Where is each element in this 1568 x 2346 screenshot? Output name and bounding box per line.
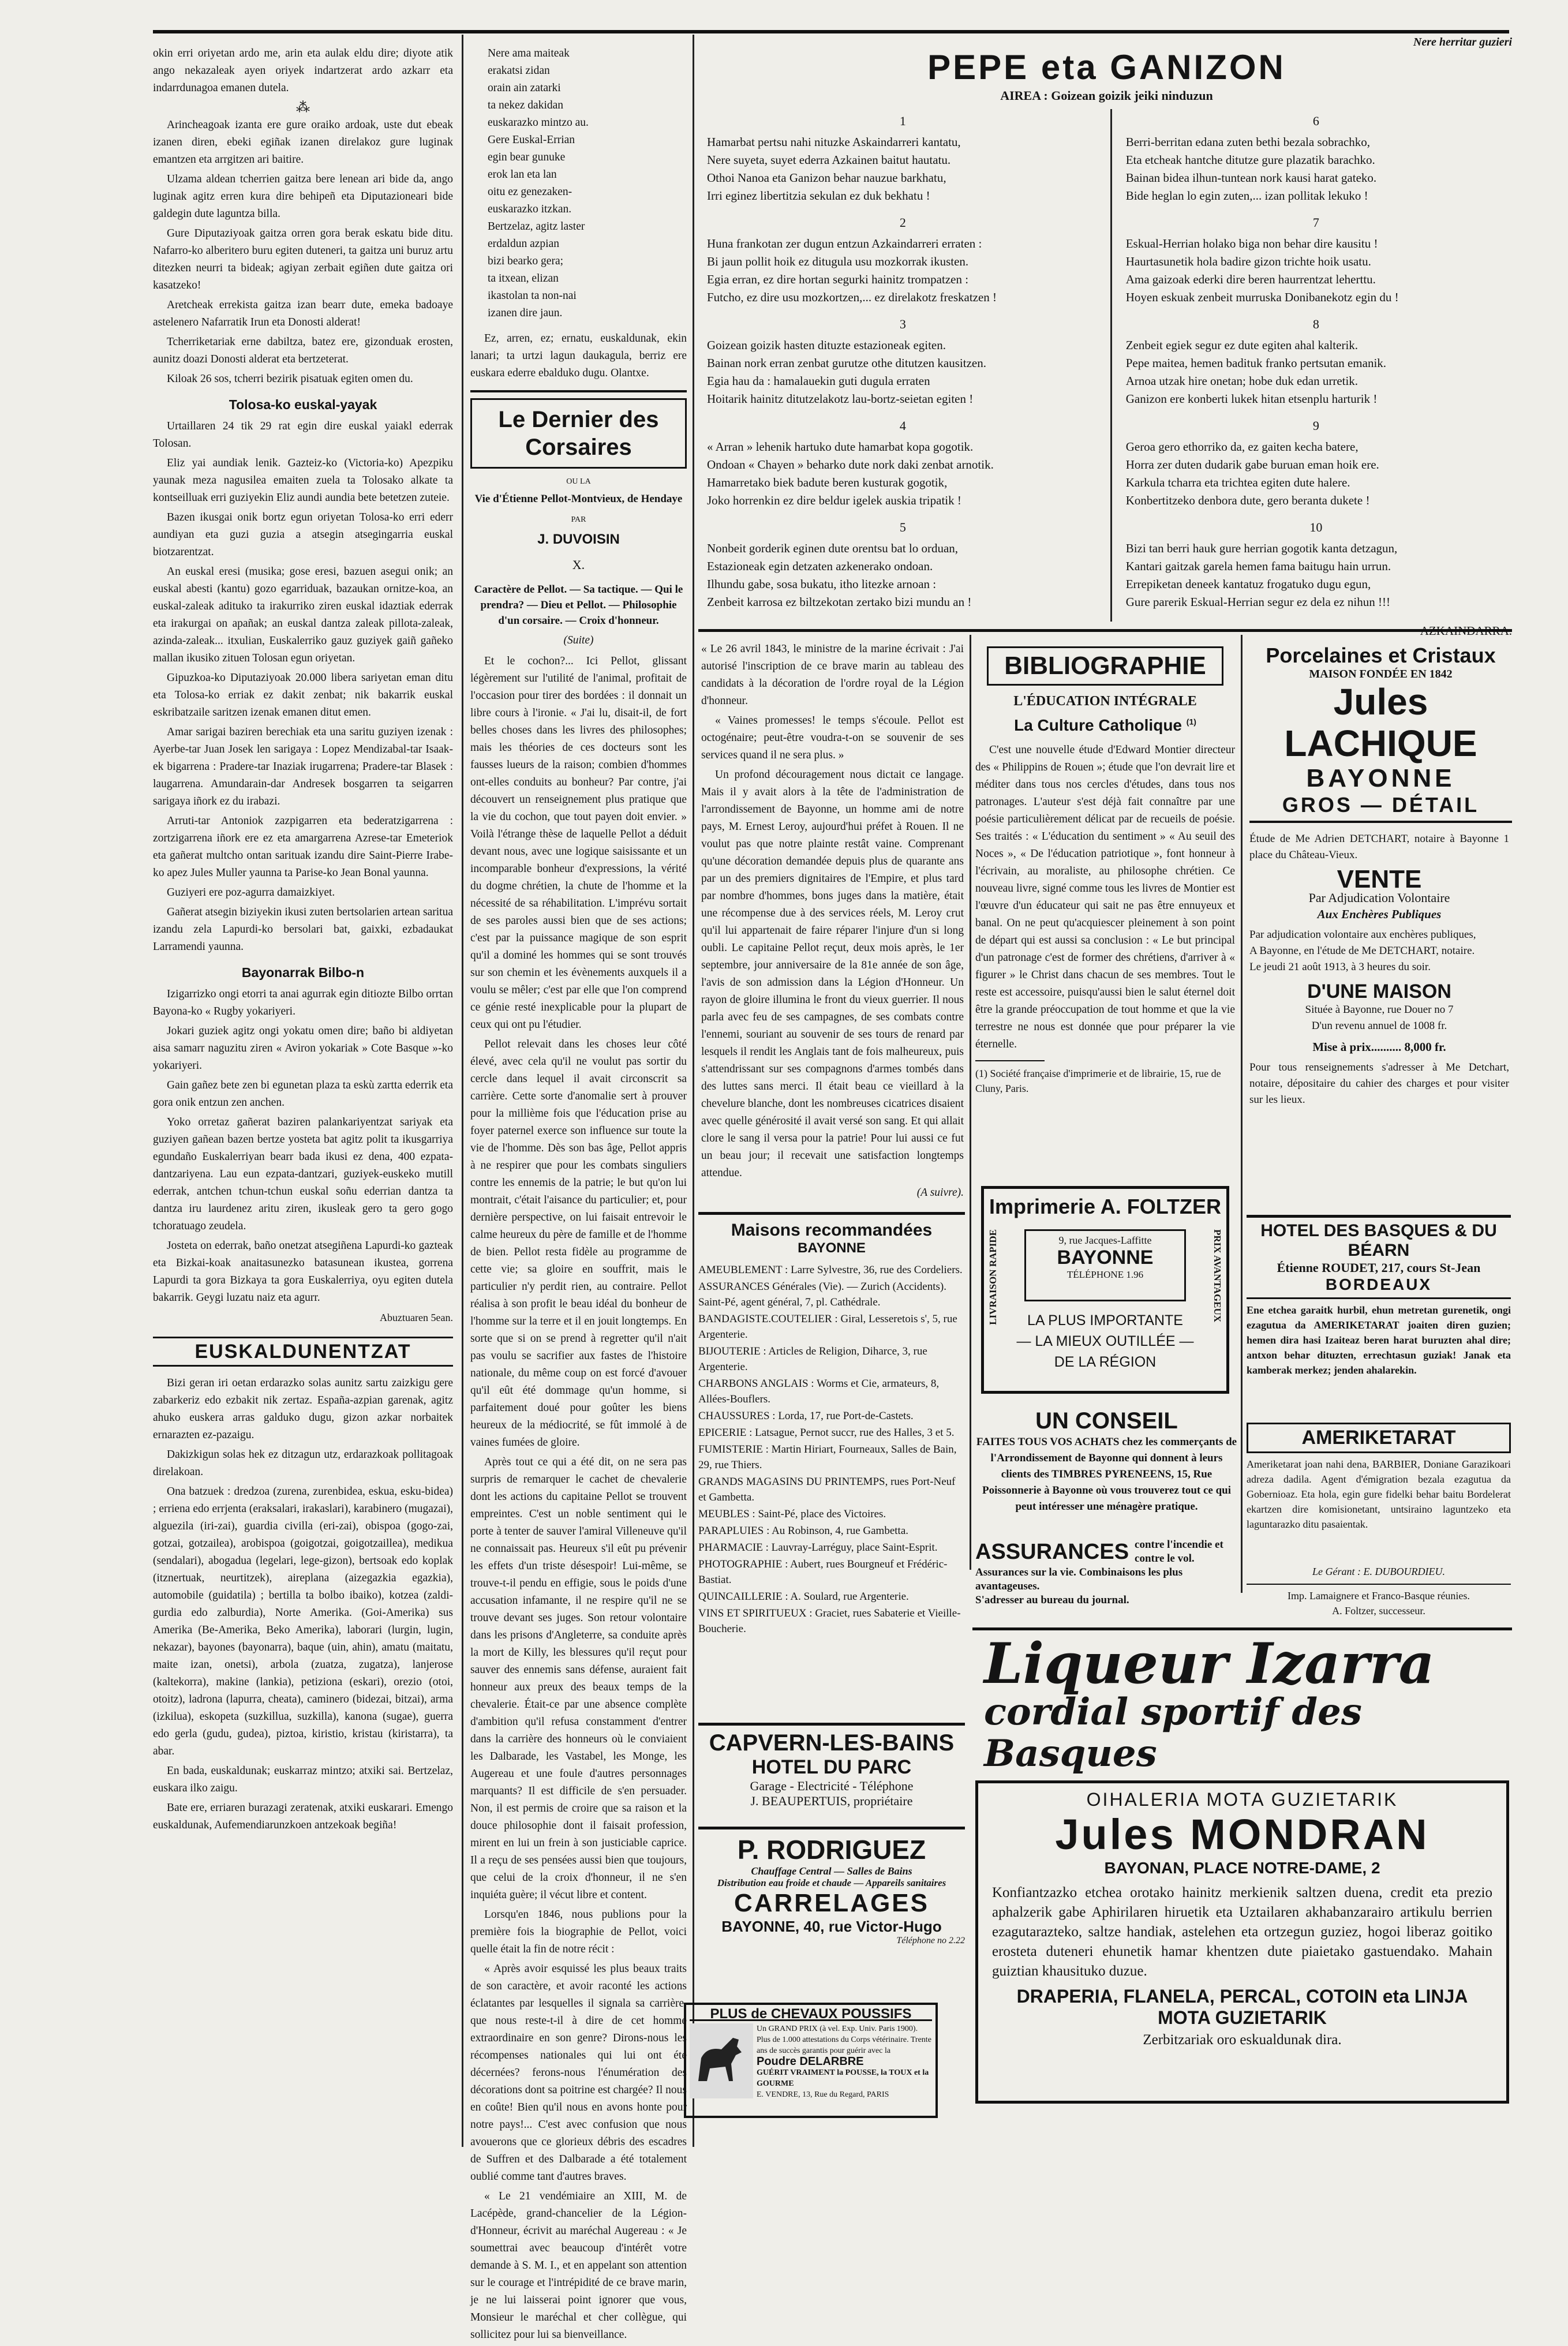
stanza-number: 5	[899, 520, 906, 534]
list-item: CHAUSSURES : Lorda, 17, rue Port-de-Castets.	[698, 1410, 914, 1422]
serial-column	[470, 45, 687, 2346]
mondran-footer: Zerbitzariak oro eskualdunak dira.	[1143, 2032, 1342, 2048]
izarra-ad	[972, 1627, 1512, 1775]
list-item: EPICERIE : Latsague, Pernot succr, rue des Halles, 3 et 5.	[698, 1427, 955, 1439]
stanza-text: Bizi tan berri hauk gure herrian gogotik kanta detzagun, Kantari gaitzak garela hemen fama baitugu hain urrun. Errepiketan deneek kantatuz frogatuko dugu egun, Gure parerik Eskual-Herrian segur ez dela ez nihun !!!	[1125, 541, 1398, 609]
amerika-ad	[1247, 1423, 1511, 1532]
stanza-grid	[701, 109, 1512, 622]
paragraph: Ulzama aldean tcherrien gaitza bere lenean ari bide da, ango luginak agitz erren kura dire behipeñ eta Diputazioneari bide galdegin dute laguntza billa.	[153, 173, 453, 220]
paragraph: Gure Diputaziyoak gaitza orren gora berak eskatu bide ditu. Nafarro-ko alberitero buru egiten duteneri, ta gaitza uni buruz artu ditezken neurri ta bideak; agiyan zerbait egiñen dute gaitza ori kasatzeko!	[153, 227, 453, 291]
rodriguez-addr: BAYONNE, 40, rue Victor-Hugo	[721, 1918, 942, 1935]
rodriguez-sub2: Distribution eau froide et chaude — Appareils sanitaires	[717, 1877, 946, 1888]
list-item: PHOTOGRAPHIE : Aubert, rues Bourgneuf et Frédéric-Bastiat.	[698, 1558, 948, 1586]
list-item: FUMISTERIE : Martin Hiriart, Fourneaux, Salles de Bain, 29, rue Thiers.	[698, 1443, 957, 1471]
serial-chapter: X.	[572, 557, 585, 572]
foltzer-line2: — LA MIEUX OUTILLÉE —	[1016, 1333, 1194, 1349]
stanza-number: 9	[1312, 418, 1319, 433]
stanza-text: Hamarbat pertsu nahi nituzke Askaindarreri kantatu, Nere suyeta, suyet ederra Azkainen baitut hautatu. Othoi Nanoa eta Ganizon behar nauzue barkhatu, Irri eginez libertitzia sekulan ez duk bekhatu !	[707, 135, 961, 203]
paragraph: Guziyeri ere poz-agurra damaizkiyet.	[167, 886, 335, 899]
top-rule	[153, 30, 1509, 33]
chevaux-ad	[684, 2003, 938, 2118]
list-item: PARAPLUIES : Au Robinson, 4, rue Gambetta.	[698, 1525, 908, 1537]
gerant: Le Gérant : E. DUBOURDIEU.	[1312, 1566, 1445, 1577]
lachique-name: Jules LACHIQUE	[1284, 681, 1477, 764]
amerika-title: AMERIKETARAT	[1247, 1423, 1511, 1453]
left-column	[153, 45, 453, 1836]
paragraph: Josteta on ederrak, baño onetzat atsegiñena Lapurdi-ko gazteak eta Bizkai-koak anaitasunezko batasunean ikustea, gorrena Lapurdi ta gora Bizkaya ta gora Euskalerriya, oyu egiten dutela bakarrik. Geygi luzatu naiz eta agurr.	[153, 1240, 453, 1304]
maisons-city: BAYONNE	[798, 1240, 866, 1256]
paragraph: Après tout ce qui a été dit, on ne sera pas surpris de remarquer le cachet de chevalerie dont les actions du capitaine Pellot se trouvent empreintes. C'est un noble sentiment qui le porte à tenter de sauver l'amiral Villeneuve qu'il ne connaissait pas. Heureux s'il eût pu prévenir les effets d'un triste désespoir! Lui-même, se trouve-t-il pendu en effigie, sous le poids d'une accusation infamante, il ne respire qu'il ne se trouve devant ses juges. Son retour volontaire dans les prisons d'Angleterre, sa conduite après la mort de Killy, les blessures qu'il reçut pour sauver des ennemis sans défense, auraient fait honneur aux preux des beaux temps de la chevalerie. Était-ce par une absence complète d'ambition qu'il refusa constamment d'entrer dans la carrière des honneurs où le conviaient les Dalbarade, les Vastabel, les Monge, les Augereau et une foule d'autres personnages marquants? Il est difficile de s'en persuader. Non, il est permis de croire que sa raison et la douce philosophie dont il faisait profession, mirent en lui un frein à son justiciable caprice. Il a reçu de ses pensées aussi bien que toujours, que celui de la croix d'honneur, il ne s'en inquiéta guère; il vécut libre et content.	[470, 1456, 687, 1901]
poem-text: Nere ama maiteak erakatsi zidan orain ain zatarki ta nekez dakidan euskarazko mintzo au. Gere Euskal-Errian egin bear gunuke erok lan eta lan oitu ez genezaken- euskarazko itzkan. Bertzelaz, agitz laster erdaldun azpian bizi bearko gera; ta itxean, elizan ikastolan ta non-nai izanen dire jaun.	[488, 47, 589, 319]
mondran-name: Jules MONDRAN	[1055, 1810, 1429, 1858]
foltzer-title: Imprimerie A. FOLTZER	[989, 1195, 1222, 1218]
stanza-number: 8	[1312, 317, 1319, 331]
paragraph: Dakizkigun solas hek ez ditzagun utz, erdarazkoak pollitagoak direlakoan.	[153, 1449, 453, 1478]
list-item: VINS ET SPIRITUEUX : Graciet, rues Sabaterie et Vieille-Boucherie.	[698, 1607, 961, 1635]
column-divider	[970, 635, 971, 1570]
capvern-hotel: HOTEL DU PARC	[751, 1756, 912, 1778]
maison-title: D'UNE MAISON	[1307, 981, 1451, 1002]
paragraph: Yoko orretaz gañerat baziren palankariyentzat sariyak eta guziyen gañean bazen bertze yosteta bat agitz polit ta ikusgarriya egundaño Euskalerriyan bearr bada ikusi ez dena, 400 ezpata-dantzariyena. Lau eun ezpata-dantzari, guziyek-euskeko mutill ederrak, antchen tchun-tchun euskal soñu ederrian dantza ta dantza iru laurdenez aritu ziren, ikusleak gero ta gero gogo tchoratuago zeudela.	[153, 1116, 453, 1232]
paragraph: Kiloak 26 sos, tcherri bezirik pisatuak egiten omen du.	[167, 373, 413, 385]
paragraph: Bizi geran iri oetan erdarazko solas aunitz sartu zaizkigu gere zabarkeriz edo ezbakit nik zertaz. España-azpian garenak, agitz ahuko euskera arras galduko dugu, gizon azkar norbaitek ernarazten ez-pazaigu.	[153, 1377, 453, 1441]
mondran-products: DRAPERIA, FLANELA, PERCAL, COTOIN eta LINJA	[1016, 1986, 1468, 2007]
capvern-title: CAPVERN-LES-BAINS	[709, 1730, 955, 1756]
serial-author: J. DUVOISIN	[537, 532, 620, 547]
foltzer-tel: TÉLÉPHONE 1.96	[1066, 1269, 1144, 1280]
lachique-ad	[1249, 643, 1512, 823]
list-item: MEUBLES : Saint-Pé, place des Victoires.	[698, 1508, 886, 1520]
serial-ou: OU LA	[566, 477, 591, 486]
maisons-list	[698, 1262, 965, 1637]
column-divider	[1241, 635, 1243, 1593]
paragraph: Izigarrizko ongi etorri ta anai agurrak egin ditiozte Bilbo orrtan Bayona-ko « Rugby yokariyeri.	[153, 988, 453, 1017]
paragraph: Pellot relevait dans les choses leur côté élevé, avec cela qu'il ne voulut pas sortir du cercle dans lequel il avait circonscrit sa carrière. Cette sorte d'anomalie sert à prouver pour la millième fois que l'éducation prise au foyer paternel exerce son influence sur toute la vie de l'homme. Dès son bas âge, Pellot appris à ne respirer que pour les combats singuliers contre les ennemis de la patrie; le but qu'on lui montrait, c'était l'aisance du particulier; et, pour dernière perspective, on lui faisait entrevoir le calme heureux du père de famille et de l'homme de bien. Pellot resta fidèle au programme de cette vie; sa gloire en souffrit, mais le particulier n'y perdit rien, au contraire. Pellot réalisa à son profit le beau idéal du bonheur de l'homme sur la terre et il en jouit longtemps. En sorte que si on se prend à regretter qu'il n'ait pas voulu se sacrifier aux fastes de l'histoire nationale, du même coup on est forcé d'avouer qu'il eût été dommage qu'un homme, si parfaitement doué pour goûter les biens heureux de la médiocrité, se fût immolé à de vaines fumées de gloire.	[470, 1038, 687, 1449]
vente-par: Par Adjudication Volontaire	[1308, 890, 1450, 905]
footnote-ref: (1)	[1186, 717, 1196, 727]
paragraph: Eliz yai aundiak lenik. Gazteiz-ko (Victoria-ko) Apezpiku yaunak meza nagusilea emaiten zuela ta Tolosako alkate ta kontseilluak erri guziyekin Eliz aundi aundia bete betetzen zuteie.	[153, 457, 453, 504]
paragraph: « Le 26 avril 1843, le ministre de la marine écrivait : J'ai autorisé l'inscription de ce brave marin au tableau des candidats à la décoration de l'ordre royal de la Légion d'honneur.	[701, 643, 964, 707]
conseil-ad	[975, 1408, 1238, 1515]
paragraph: Un profond découragement nous dictait ce langage. Mais il y avait alors à la tête de l'administration de l'arrondissement de Bayonne, un homme ami de notre pays, M. Ernest Leroy, aujourd'hui préfet à Rouen. Il ne voulut pas que notre plainte restât vaine. Comprenant qu'une décoration demandée depuis plus de quarante ans par un des premiers dignitaires de l'Empire, et plus tard par nombre d'hommes, bons juges dans la matière, était une récompense due à des services réels, M. Leroy crut qu'il lui appartenait de faire réparer l'injure d'un si long oubli. Le capitaine Pellot reçut, deux mois après, le 1er septembre, jour anniversaire de la 81e année de son âge, l'avis de son admission dans la Légion d'Honneur. Un rayon de gloire illumina le front du vieux guerrier. Il nous parla avec feu de ses campagnes, de ses combats contre l'ennemi, souriant au souvenir de ses tours de renard par lesquels il rendit les Anglais tant de fois malheureux, puis s'attendrissant sur ses compagnons d'armes tombés dans des luttes sans merci. Il était beau ce vieillard à la chevelure blanche, dont les nombreuses cicatrices disaient avec quelle générosité il avait versé son sang. Et qui allait clore le sang il versa pour la patrie! Pour lui aussi ce fut un beau jour; il recevait une satisfaction longtemps attendue.	[701, 769, 964, 1179]
vente-encheres: Aux Enchères Publiques	[1317, 907, 1442, 921]
column-divider	[462, 35, 463, 2147]
paragraph: « Le 21 vendémiaire an XIII, M. de Lacépède, grand-chancelier de la Légion-d'Honneur, écrivit au maréchal Augereau : « Je soumettrai avec beaucoup d'intérêt votre demande à S. M. I., et en appelant son attention sur le courage et l'intrépidité de ce brave marin, je ne lui laisserai point ignorer que vous, Monsieur le maréchal et cher collègue, qui sollicitez pour lui sa bienveillance.	[470, 2190, 687, 2341]
paragraph: Jokari guziek agitz ongi yokatu omen dire; baño bi aldiyetan aisa samarr naguzitu ziren « Aviron yokariak » Cote Basque »-ko yokariyeri.	[153, 1025, 453, 1072]
stanza-number: 10	[1309, 520, 1323, 534]
serial-end: (A suivre).	[916, 1187, 964, 1199]
foltzer-city: BAYONNE	[1057, 1247, 1154, 1269]
capvern-line: Garage - Electricité - Téléphone	[750, 1779, 914, 1793]
section-mark: ⁂	[296, 100, 310, 115]
stanza-text: « Arran » lehenik hartuko dute hamarbat kopa gogotik. Ondoan « Chayen » beharko dute nork daki zenbat arnotik. Hamarretako biek badute beren kusturak gogotik, Joko horrenkin ez dire beldur igelek auskia tripatik !	[707, 440, 994, 507]
serial-suite: (Suite)	[563, 634, 594, 646]
foltzer-inner	[1024, 1229, 1186, 1301]
conseil-text: FAITES TOUS VOS ACHATS chez les commerçants de l'Arrondissement de Bayonne qui donnent à leurs clients des TIMBRES PYRENEENS, 15, Rue Poissonnerie à Bayonne où vous trouverez tout ce qui peut intéresser une ménagère pratique.	[976, 1436, 1237, 1513]
biblio-sub2: La Culture Catholique	[1014, 716, 1182, 734]
lachique-porcelaines: Porcelaines et Cristaux	[1266, 643, 1496, 667]
stanza-text: Nonbeit gorderik eginen dute orentsu bat lo orduan, Estazioneak egin detzaten azkenerako ondoan. Ilhundu gabe, sosa bukatu, itho litezke arnoan : Zenbeit karrosa ez biltzekotan zertako bizi mundu an !	[707, 541, 972, 609]
mondran-top: OIHALERIA MOTA GUZIETARIK	[1086, 1789, 1398, 1810]
hotel-ad	[1247, 1215, 1511, 1378]
paragraph: Et le cochon?... Ici Pellot, glissant légèrement sur l'utilité de l'animal, profitait de l'occasion pour tirer des bordées : il donnait un libre cours à l'ironie. « J'ai lu, disait-il, de fort belles choses dans les livres des philosophes; mais les théories de ces docteurs sont les fausses lueurs de la raison; combien d'hommes ont-elles conduits au bonheur? Par contre, j'ai découvert un renseignement plus pratique que la vie du cochon, que tout payen doit envier. » Voilà l'étrange thèse de laquelle Pellot a déduit devant nous, avec une logique saisissante et un incomparable bonheur d'expressions, la vérité du dogme chrétien, la chute de l'homme et la nécessité de sa réhabilitation. L'imprévu sortait de ses paroles aussi bien que de ses actions; c'est par la puissance magique de son esprit qu'il a dominé les hommes qui se sont trouvés sur son chemin et les évènements auxquels il a voulu se mêler; c'est par elle que l'on comprend ce génie resté inexplicable pour la plupart de ceux qui ont pu l'étudier.	[470, 655, 687, 1031]
foltzer-addr: 9, rue Jacques-Laffitte	[1058, 1234, 1152, 1246]
izarra-line2: cordial sportif des Basques	[984, 1690, 1362, 1775]
paragraph: Gain gañez bete zen bi egunetan plaza ta eskù zartta ederrik eta gora onik entzun zen anchen.	[153, 1079, 453, 1109]
maison-text: Située à Bayonne, rue Douer no 7 D'un revenu annuel de 1008 fr.	[1305, 1004, 1454, 1032]
lachique-city: BAYONNE	[1306, 764, 1455, 792]
foltzer-ad	[981, 1186, 1229, 1394]
lachique-maison: MAISON FONDÉE EN 1842	[1309, 668, 1453, 680]
column-divider	[693, 35, 694, 2147]
conseil-title: UN CONSEIL	[1035, 1408, 1178, 1434]
paragraph: Ona batzuek : dredzoa (zurena, zurenbidea, eskua, esku-bidea) ; erriena edo errjenta (eraksalari, irakaslari), karabinero (mugazai), alguezila (iri-zai), guardia civilla (eri-zai), obispoa (gogo-zai, gotzai, gotzailea), arobispoa (goigotzai, goigotzaillea), medikua (sendalari), abogadua (legelari, lege-gizon), bertsoak edo koplak (itznertuak, neurtitzek), aireplana (aizegazkia egazkia), automobile (guidatila) ; bertilla ta bolbo ibaiko), kotzea (zaldi-gurdia edo zalburdia), Norte Amerika. (Goi-Amerika) sus Amerika (Be-Amerika, Beko Amerika), laborari (lurgin, lugin, nekazar), bayones (bayonarra), baque (uin, ahin), amatu (maitatu, maite izan, onetsi), arbola (zuatza, zugatza), lanjerose (kaltekorra), makine (lankia), petiziona (eskari), orezio (otoi, otoitz), ladrona (lapurra, cheata), caminero (bidezai, bitzai), arma (izkilua), eskopeta (suzkillua, suzkilla), kanona (sugae), guerra edo gerla (gudu, gudea), piztoa, kiristio, kristau (kiristarra), ta abar.	[153, 1486, 453, 1757]
list-item: GRANDS MAGASINS DU PRINTEMPS, rues Port-Neuf et Gambetta.	[698, 1476, 956, 1503]
stanza-number: 3	[899, 317, 906, 331]
capvern-owner: J. BEAUPERTUIS, propriétaire	[750, 1794, 913, 1808]
paragraph: Gañerat atsegin biziyekin ikusi zuten bertsolarien artean saritua izandu zela Lapurdi-ko bersolari bat, gaixki, ezbadaukat Larramendi yaunna.	[153, 906, 453, 953]
list-item: CHARBONS ANGLAIS : Worms et Cie, armateurs, 8, Allées-Bouflers.	[698, 1378, 940, 1405]
paragraph: « Vaines promesses! le temps s'écoule. Pellot est octogénaire; peut-être voudra-t-on se souvenir de ses services quand il ne sera plus. »	[701, 714, 964, 761]
paragraph: « Après avoir esquissé les plus beaux traits de son caractère, et avoir raconté les actions éclatantes par lesquelles il signala sa carrière, que nous reste-t-il à dire de cet homme extraordinaire en son genre? Dirons-nous les récompenses nationales qui lui ont été décernées? ferons-nous l'énumération des décorations dont sa poitrine est chargée? Il nous en coûte! Bien qu'il nous en avons honte pour notre pays!... C'est avec confusion que nous avouerons que ce glorieux débris des escadres de Suffren et des Dalbarade a été totalement oublié comme tant d'autres braves.	[470, 1963, 687, 2183]
list-item: ASSURANCES Générales (Vie). — Zurich (Accidents). Saint-Pé, agent général, 7, pl. Cathédrale.	[698, 1281, 946, 1308]
paragraph: Tcherriketariak erne dabiltza, batez ere, gizonduak erosten, aunitz doazi Donosti alderat eta bertzeterat.	[153, 336, 453, 365]
paragraph: Lorsqu'en 1846, nous publions pour la première fois la biographie de Pellot, voici quelle était la fin de notre récit :	[470, 1909, 687, 1955]
imprint	[1247, 1564, 1511, 1618]
footnote-rule	[975, 1060, 1045, 1061]
mondran-addr: BAYONAN, PLACE NOTRE-DAME, 2	[1104, 1859, 1380, 1877]
hotel-title: HOTEL DES BASQUES & DU BÉARN	[1260, 1221, 1497, 1260]
horse-icon	[690, 2023, 753, 2098]
paragraph: Urtaillaren 24 tik 29 rat egin dire euskal yaiakl ederrak Tolosan.	[153, 420, 453, 450]
foltzer-line3: DE LA RÉGION	[1054, 1354, 1157, 1370]
section-heading: Tolosa-ko euskal-yayak	[229, 397, 377, 412]
imprimerie: Imp. Lamaignere et Franco-Basque réunies.	[1247, 1584, 1511, 1603]
serial-continuation	[701, 641, 964, 1202]
mise-a-prix: Mise à prix.......... 8,000 fr.	[1312, 1040, 1446, 1054]
stanza-text: Huna frankotan zer dugun entzun Azkaindarreri erraten : Bi jaun pollit hoik ez ditugula usu mozkorrak ikusten. Egia erran, ez dire hortan segurki hainitz trompatzen : Futcho, ez dire usu mozkortzen,... ez direlakotz freskatzen !	[707, 237, 997, 304]
stanza-number: 4	[899, 418, 906, 433]
paragraph: Bazen ikusgai onik bortz egun oriyetan Tolosa-ko erri ederr aundiyan eta guzi guzia a atsegin atsegingarria euskal biotzarentzat.	[153, 511, 453, 558]
mondran-text: Konfiantzazko etchea orotako hainitz merkienik saltzen duena, credit eta prezio aphalzerik gabe Aphirilaren hiruetik eta Uztailaren akhabanzarairo artikulu berrien ezagutarazteko, saltze handiak, astelehen eta ortzegun guziez, hogoi liberaz goitiko erosteta duteneri ehunetik hamar khentzen dute piaietako gastuendako. Mahain guiztian khausituko duzue.	[992, 1885, 1492, 1979]
izarra-line1: Liqueur Izarra	[984, 1631, 1435, 1696]
divider	[470, 390, 687, 392]
foltzer-left-vert: LIVRAISON RAPIDE	[987, 1229, 998, 1325]
dedication: Nere herritar guzieri	[1413, 36, 1512, 48]
mondran-ad	[975, 1780, 1509, 2104]
paragraph: Amar sarigai baziren berechiak eta una saritu guziyen izenak : Ayerbe-tar Juan Josek len sarigaya : Lopez Mendizabal-tar Isaak-ek bigarrena : Pradere-tar Inaziak irugarrena; Pradere-tar Blasek : laugarrena. Amundarain-dar Andresek bosgarren ta seigarren sarigaya iñork ez du irabazi.	[153, 726, 453, 807]
paragraph: Arruti-tar Antoniok zazpigarren eta bederatzigarrena : zortzigarrena iñork ere ez eta amargarrena Azrese-tar Emeteriok eta gañerat multcho ontan sarituak izandu dire Saint-Pierre Irabe-ko apez Jules Muller yaunna ta Parise-ko Jean Bonal yaunna.	[153, 815, 453, 879]
poem-air: AIREA : Goizean goizik jeiki ninduzun	[1000, 88, 1213, 103]
paragraph: okin erri oriyetan ardo me, arin eta aulak eldu dire; diyote atik ango nekazaleak ayen oriyek indartzerat ardo azkarr eta indarrdunagoa emanen dutela.	[153, 47, 453, 94]
foltzer-right-vert: PRIX AVANTAGEUX	[1212, 1229, 1223, 1323]
list-item: PHARMACIE : Lauvray-Larréguy, place Saint-Esprit.	[698, 1541, 938, 1554]
amerika-text: Ameriketarat joan nahi dena, BARBIER, Doniane Garazikoari adreza dadila. Agent d'émigration bezala ezagutua da Gobernioaz. Eta hola, egin gure fidelki behar baitu Bordelerat ekartzen dire komisionetant, untsiraino laguntzeko eta laguntarazko ditu pasaientak.	[1247, 1458, 1511, 1530]
stanza-text: Zenbeit egiek segur ez dute egiten ahal kalterik. Pepe maitea, hemen badituk franko pertsutan emanik. Arnoa utzak hire onetan; hobe duk edan urretik. Ganizon ere konberti lukek hitan etsenplu harturik !	[1125, 338, 1387, 406]
capvern-ad	[698, 1723, 965, 1809]
stanza-number: 2	[899, 215, 906, 230]
stanza-number: 7	[1312, 215, 1319, 230]
serial-par: PAR	[571, 515, 586, 524]
vente-etude: Étude de Me Adrien DETCHART, notaire à Bayonne 1 place du Château-Vieux.	[1249, 833, 1509, 861]
paragraph: Aretcheak errekista gaitza izan bearr dute, emeka badoaye astelenero Nafarratik Irun eta Donosti alderat!	[153, 299, 453, 328]
rodriguez-title: P. RODRIGUEZ	[737, 1835, 926, 1865]
serial-subtitle: Vie d'Étienne Pellot-Montvieux, de Hendaye	[474, 493, 683, 505]
rodriguez-ad	[698, 1827, 965, 1946]
hotel-city: BORDEAUX	[1325, 1275, 1432, 1293]
mondran-products2: MOTA GUZIETARIK	[1158, 2007, 1327, 2028]
section-heading-euskaldunentzat: EUSKALDUNENTZAT	[153, 1337, 453, 1367]
assurances-ad	[975, 1538, 1238, 1607]
chevaux-product: Poudre DELARBRE	[757, 2055, 864, 2068]
list-item: AMEUBLEMENT : Larre Sylvestre, 36, rue des Cordeliers.	[698, 1264, 963, 1276]
chevaux-addr: E. VENDRE, 13, Rue du Regard, PARIS	[757, 2090, 889, 2099]
section-rule	[698, 629, 1512, 632]
maisons-recommandees	[698, 1212, 965, 1638]
renseignements: Pour tous renseignements s'adresser à Me Detchart, notaire, dépositaire du cahier des charges et pour visiter sur les lieux.	[1249, 1061, 1509, 1106]
vente-notice	[1249, 831, 1509, 1108]
rodriguez-sub: Chauffage Central — Salles de Bains	[751, 1865, 912, 1877]
biblio-footnote: (1) Société française d'imprimerie et de librairie, 15, rue de Cluny, Paris.	[975, 1068, 1221, 1094]
hotel-text: Ene etchea garaitk hurbil, ehun metretan gurenetik, ongi ezagutua da AMERIKETARAT joaiten diren guzien; hemen dira hasi Izaiteaz beren harat buruzten ahal dire; antxon behar dituzten, errechtasun guziak! Janak eta kamberak merkez; jenden ahalarekin.	[1247, 1297, 1511, 1378]
stanza-text: Geroa gero ethorriko da, ez gaiten kecha batere, Horra zer duten dudarik gabe buruan eman hoik ere. Karkula tcharra eta trichtea egiten dute halere. Konbertitzeko denbora dute, gero beranta dukete !	[1125, 440, 1379, 507]
serial-summary: Caractère de Pellot. — Sa tactique. — Qui le prendra? — Dieu et Pellot. — Philosophie d'un corsaire. — Croix d'honneur.	[474, 583, 683, 627]
paragraph: Gipuzkoa-ko Diputaziyoak 20.000 libera sariyetan eman ditu eta Tolosa-ko erriak ez dakit zenbat; nik bakarrik euskal eskribatzaile saritzen izenak emanen ditut emen.	[153, 672, 453, 719]
hotel-sub: Étienne ROUDET, 217, cours St-Jean	[1277, 1260, 1481, 1275]
successeur: A. Foltzer, successeur.	[1332, 1605, 1425, 1617]
rodriguez-tel: Téléphone no 2.22	[896, 1936, 965, 1945]
date-line: Abuztuaren 5ean.	[380, 1312, 453, 1323]
stanzas-right	[1112, 109, 1512, 622]
stanzas-left	[701, 109, 1112, 622]
poem-title: PEPE eta GANIZON	[927, 48, 1286, 87]
paragraph: Arincheagoak izanta ere gure oraiko ardoak, uste dut ebeak izanen diren, ebeki egiñak izanen direlakoz gure luginak emantzen eta arrgitzen ari baitire.	[153, 119, 453, 166]
poem-section	[701, 36, 1512, 638]
poem-signature: AZKAINDARRA.	[1420, 624, 1512, 638]
stanza-number: 1	[899, 114, 906, 128]
list-item: BANDAGISTE.COUTELIER : Giral, Lesseretois s', 5, rue Argenterie.	[698, 1313, 957, 1341]
stanza-text: Eskual-Herrian holako biga non behar dire kausitu ! Haurtasunetik hola badire gizon trichte hoik usatu. Ama gaizoak ederki dire beren haurrentzat leherttu. Hoyen eskuak zenbeit murruska Donibanekotz egin du !	[1125, 237, 1399, 304]
section-heading: Bayonarrak Bilbo-n	[241, 965, 365, 980]
stanza-text: Goizean goizik hasten dituzte estazioneak egiten. Bainan nork erran zenbat gurutze othe ditutzen kausitzen. Egia hau da : hamalauekin guti dugula erraten Hoitarik hainitz ditutzelakotz lau-bortz-seietan egiten !	[707, 338, 986, 406]
vente-text: Par adjudication volontaire aux enchères publiques, A Bayonne, en l'étude de Me DETCHART, notaire. Le jeudi 21 août 1913, à 3 heures du soir.	[1249, 929, 1476, 973]
paragraph: An euskal eresi (musika; gose eresi, bazuen asegui onik; an euskal abesti (kantu) gozo egarriduak, bazaukan ornitze-koa, an euskal-zaleak adituko ta irakurriko ziren euskal idaztiak ederrak eta irakurgai on apañak; an euskal dantza zaleak pillota-zaleak, azinda-zaleak... itxulian, Euskalerriko gauz guziyek gaiñ gañeko mallan ikusiko zituen Tolosan egun oriyetan.	[153, 566, 453, 664]
paragraph: En bada, euskaldunak; euskarraz mintzo; atxiki sai. Bertzelaz, euskara ilko zaigu.	[153, 1765, 453, 1794]
stanza-text: Berri-berritan edana zuten bethi bezala sobrachko, Eta etcheak hantche ditutze gure plazatik barachko. Bainan bidea ilhun-tuntean nork kausi harat gateko. Bide heglan lo egin zuten,... izan pollitak lekuko !	[1125, 135, 1377, 203]
list-item: BIJOUTERIE : Articles de Religion, Diharce, 3, rue Argenterie.	[698, 1345, 927, 1373]
rodriguez-carrelages: CARRELAGES	[734, 1889, 930, 1917]
biblio-text: C'est une nouvelle étude d'Edward Montier directeur des « Philippins de Rouen »; étude que l'on devrait lire et méditer dans tous nos cercles d'études, dans tous nos patronages. L'auteur s'est déjà fait connaître par une poésie particulièrement délicat par de recueils de poésie. Ses traités : « L'éducation du sentiment » « Au seuil des Noces », « De l'éducation patriotique », font honneur à l'écrivain, au moraliste, au philosophe chrétien. Ce nouveau livre, signé comme tous les livres de Montier est l'œuvre d'un éducateur qui sait ne pas être ennuyeux et banal. On ne peut qu'acquiescer pleinement à son point de départ qui est aussi sa conclusion : « Le but principal d'un patronage c'est de former des chrétiens, d'arriver à « figurer » le Christ dans chacun de ses membres. Tout le reste est accessoire, puisqu'aussi bien le salut éternel doit être la grande préoccupation de tout homme et que la vie terrestre ne nous est donnée que pour préparer la vie éternelle.	[975, 744, 1235, 1050]
assurances-title: ASSURANCES	[975, 1539, 1129, 1564]
vente-title: VENTE	[1337, 865, 1422, 893]
chevaux-cure: GUÉRIT VRAIMENT la POUSSE, la TOUX et la GOURME	[757, 2068, 929, 2088]
maisons-title: Maisons recommandées	[731, 1221, 933, 1240]
bibliographie	[975, 646, 1235, 1096]
paragraph: Ez, arren, ez; ernatu, euskaldunak, ekin lanari; ta urtzi lagun daukagula, berriz ere euskara ederre ebalduko dugu. Olantxe.	[470, 332, 687, 379]
biblio-title: BIBLIOGRAPHIE	[987, 646, 1223, 686]
foltzer-line1: LA PLUS IMPORTANTE	[1027, 1312, 1183, 1329]
assurances-t2: Assurances sur la vie. Combinaisons les plus avantageuses.	[975, 1566, 1183, 1592]
paragraph: Bate ere, erriaren burazagi zeratenak, atxiki euskarari. Emengo euskaldunak, Aufemendiarunzkoen antzekoak begiña!	[153, 1802, 453, 1831]
stanza-number: 6	[1312, 114, 1319, 128]
assurances-t3: S'adresser au bureau du journal.	[975, 1594, 1129, 1606]
chevaux-title: PLUS de CHEVAUX POUSSIFS	[690, 2008, 932, 2021]
lachique-gros: GROS — DÉTAIL	[1249, 793, 1512, 823]
serial-title: Le Dernier des Corsaires	[470, 398, 687, 469]
list-item: QUINCAILLERIE : A. Soulard, rue Argenterie.	[698, 1591, 909, 1603]
chevaux-text: Un GRAND PRIX (à vel. Exp. Univ. Paris 1900). Plus de 1.000 attestations du Corps vétérinaire. Trente ans de succès garantis pour guérir avec la	[757, 2025, 931, 2055]
biblio-sub: L'ÉDUCATION INTÉGRALE	[1013, 694, 1197, 709]
assurances-t1: contre l'incendie et contre le vol.	[1135, 1539, 1223, 1565]
